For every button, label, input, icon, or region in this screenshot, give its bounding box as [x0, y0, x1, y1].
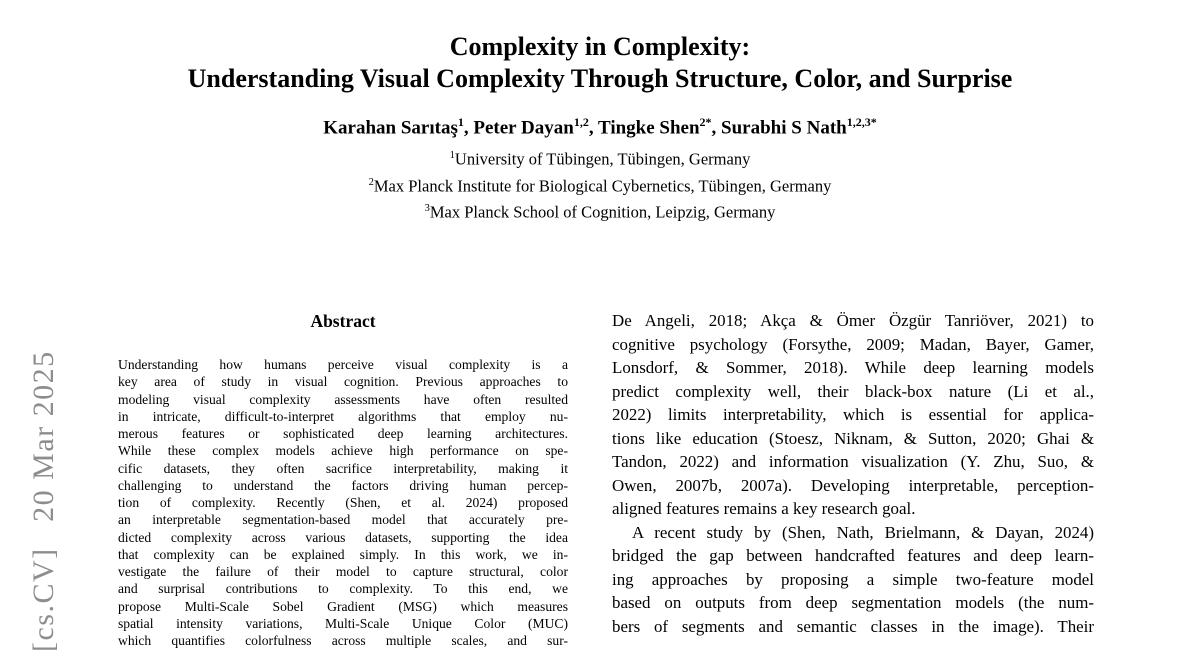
- author-name: Tingke Shen: [597, 117, 700, 139]
- abstract-column: [118, 311, 568, 649]
- affiliation-text: University of Tübingen, Tübingen, Germany: [454, 149, 751, 169]
- paragraph: [612, 309, 1094, 521]
- affiliation-text: Max Planck Institute for Biological Cybernetics, Tübingen, Germany: [373, 176, 832, 196]
- text-line: 2022) limits interpretability, which is essential for applica-: [612, 405, 1094, 424]
- text-line: tions like education (Stoesz, Niknam, & Sutton, 2020; Ghai &: [612, 428, 1094, 448]
- affiliation: [0, 171, 1200, 198]
- abstract-line: vestigate the failure of their model to capture structural, color: [118, 564, 568, 579]
- intro-column: [612, 309, 1094, 638]
- abstract-line: that complexity can be explained simply. In this work, we in-: [118, 546, 568, 562]
- abstract-line: cific datasets, they often sacrifice interpretability, making it: [118, 460, 568, 476]
- abstract-body: [118, 356, 568, 649]
- abstract-line: in intricate, difficult-to-interpret algorithms that employ nu-: [118, 408, 568, 424]
- affiliation-text: Max Planck School of Cognition, Leipzig, Germany: [429, 202, 776, 222]
- affiliation-superscript: 3: [424, 203, 430, 215]
- text-line: Owen, 2007b, 2007a). Developing interpretable, perception-: [612, 475, 1094, 495]
- author-name: Karahan Sarıtaş: [323, 117, 458, 139]
- abstract-line: While these complex models achieve high performance on spe-: [118, 443, 568, 459]
- abstract-line: modeling visual complexity assessments have often resulted: [118, 391, 568, 407]
- affiliation: [0, 197, 1200, 224]
- abstract-line: and surprisal contributions to complexity. To this end, we: [118, 581, 568, 597]
- text-line: bridged the gap between handcrafted features and deep learn-: [612, 546, 1094, 565]
- abstract-line: dicted complexity across various datasets, supporting the idea: [118, 529, 568, 545]
- arxiv-category: [cs.CV]: [27, 547, 60, 652]
- abstract-line: propose Multi-Scale Sobel Gradient (MSG) which measures: [118, 598, 568, 614]
- paper-title-line-2: Understanding Visual Complexity Through Structure, Color, and Surprise: [187, 64, 1013, 93]
- text-line: De Angeli, 2018; Akça & Ömer Özgür Tanriöver, 2021) to: [612, 311, 1094, 330]
- abstract-line: which quantifies colorfulness across multiple scales, and sur-: [118, 633, 568, 648]
- abstract-heading: Abstract: [310, 311, 376, 331]
- text-line: bers of segments and semantic classes in the image). Their: [612, 616, 1094, 636]
- abstract-line: tion of complexity. Recently (Shen, et al. 2024) proposed: [118, 495, 568, 510]
- text-line: cognitive psychology (Forsythe, 2009; Madan, Bayer, Gamer,: [612, 334, 1094, 354]
- text-line: Tandon, 2022) and information visualization (Y. Zhu, Suo, &: [612, 452, 1094, 471]
- affiliation-superscript: 1: [449, 150, 455, 162]
- abstract-line: an interpretable segmentation-based model that accurately pre-: [118, 512, 568, 528]
- text-line: based on outputs from deep segmentation models (the num-: [612, 593, 1094, 612]
- abstract-line: challenging to understand the factors driving human percep-: [118, 477, 568, 493]
- affiliation-list: [0, 144, 1200, 224]
- author-superscript: 1: [457, 115, 464, 129]
- affiliation-superscript: 2: [368, 176, 374, 188]
- author-name: Peter Dayan: [473, 117, 574, 139]
- author-superscript: 2*: [699, 115, 712, 129]
- author-name: Surabhi S Nath: [721, 117, 847, 139]
- author-line: Karahan Sarıtaş$^1$, Peter Dayan$^{1,2}$, Tingke Shen$^{2*}$, Surabhi S Nath$^{1,2,3*}$: [323, 115, 877, 139]
- paragraph: [612, 521, 1094, 639]
- paper-title-line-1: Complexity in Complexity:: [449, 32, 751, 61]
- affiliation: [0, 144, 1200, 171]
- arxiv-date: 20 Mar 2025: [27, 350, 60, 522]
- abstract-line: Understanding how humans perceive visual complexity is a: [118, 357, 568, 372]
- text-line: A recent study by (Shen, Nath, Brielmann, & Dayan, 2024): [632, 522, 1094, 542]
- text-line: predict complexity well, their black-box nature (Li et al.,: [612, 381, 1094, 401]
- author-superscript: 1,2,3*: [846, 115, 877, 129]
- text-line: Lonsdorf, & Sommer, 2018). While deep learning models: [612, 358, 1094, 377]
- paper-header: [0, 0, 1200, 224]
- text-line: aligned features remains a key research goal.: [612, 499, 916, 518]
- abstract-line: spatial intensity variations, Multi-Scale Unique Color (MUC): [118, 615, 568, 631]
- author-superscript: 1,2: [573, 115, 589, 129]
- text-line: ing approaches by proposing a simple two-feature model: [612, 569, 1094, 589]
- abstract-line: key area of study in visual cognition. Previous approaches to: [118, 374, 568, 390]
- paper-title: [0, 31, 1200, 95]
- abstract-line: merous features or sophisticated deep learning architectures.: [118, 426, 568, 441]
